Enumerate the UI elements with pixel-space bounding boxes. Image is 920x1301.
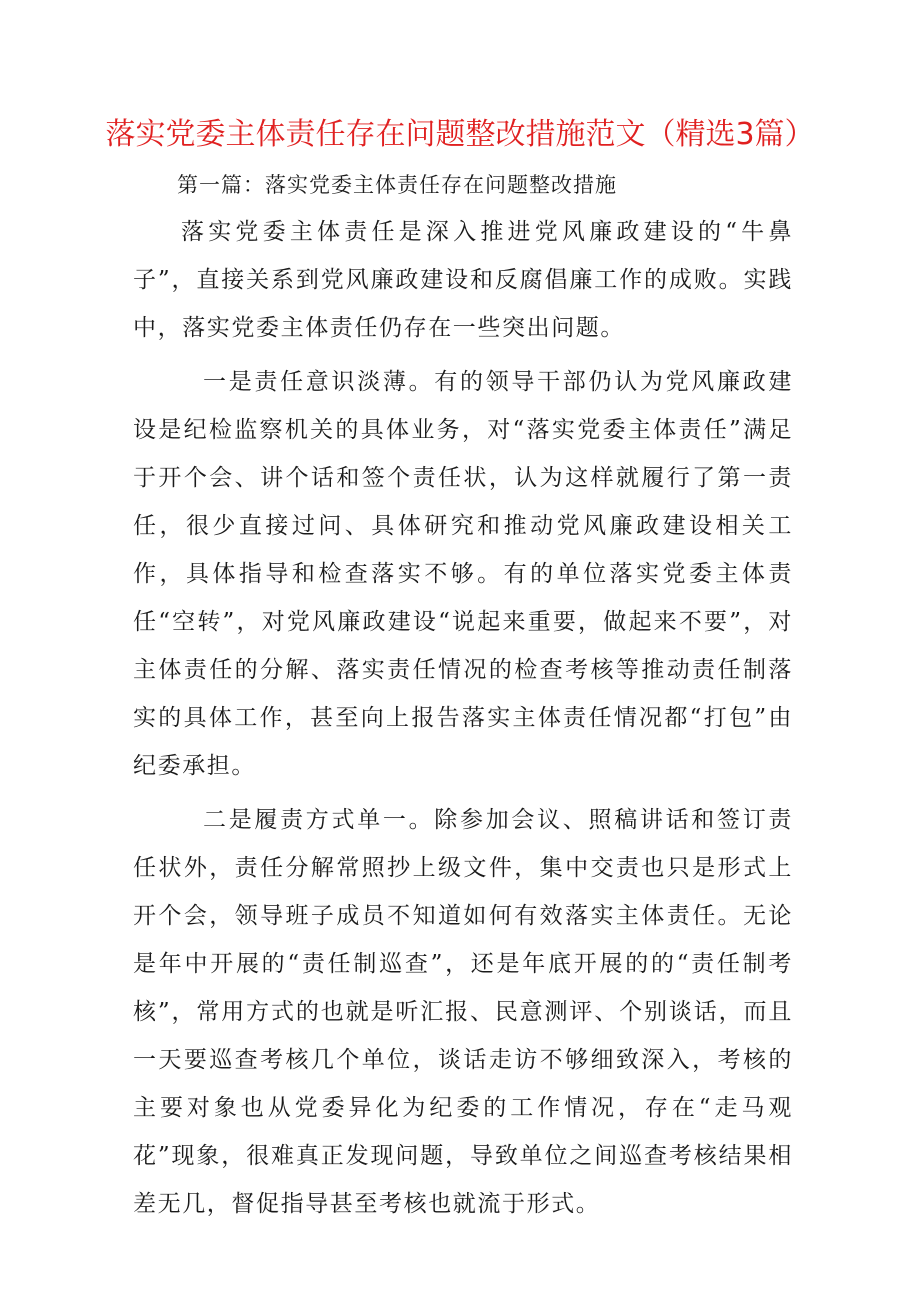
paragraph-point-two: 二是履责方式单一。除参加会议、照稿讲话和签订责任状外，责任分解常照抄上级文件，集中交责也只是形式上开个会，领导班子成员不知道如何有效落实主体责任。无论是年中开展的“责任制巡查”，还是年底开展的的“责任制考核”，常用方式的也就是听汇报、民意测评、个别谈话，而且一天要巡查考核几个单位，谈话走访不够细致深入，考核的主要对象也从党委异化为纪委的工作情况，存在“走马观花”现象，很难真正发现问题，导致单位之间巡查考核结果相差无几，督促指导甚至考核也就流于形式。 [133,807,793,1217]
paragraph-point-one: 一是责任意识淡薄。有的领导干部仍认为党风廉政建设是纪检监察机关的具体业务，对“落实党委主体责任”满足于开个会、讲个话和签个责任状，认为这样就履行了第一责任，很少直接过问、具体研究和推动党风廉政建设相关工作，具体指导和检查落实不够。有的单位落实党委主体责任“空转”，对党风廉政建设“说起来重要，做起来不要”，对主体责任的分解、落实责任情况的检查考核等推动责任制落实的具体工作，甚至向上报告落实主体责任情况都“打包”由纪委承担。 [133,369,793,779]
document-title: 落实党委主体责任存在问题整改措施范文（精选3篇） [105,117,815,152]
document-body [133,166,793,1232]
paragraph-intro: 落实党委主体责任是深入推进党风廉政建设的“牛鼻子”，直接关系到党风廉政建设和反腐倡廉工作的成败。实践中，落实党委主体责任仍存在一些突出问题。 [133,219,793,341]
section-subtitle: 第一篇：落实党委主体责任存在问题整改措施 [177,173,617,197]
